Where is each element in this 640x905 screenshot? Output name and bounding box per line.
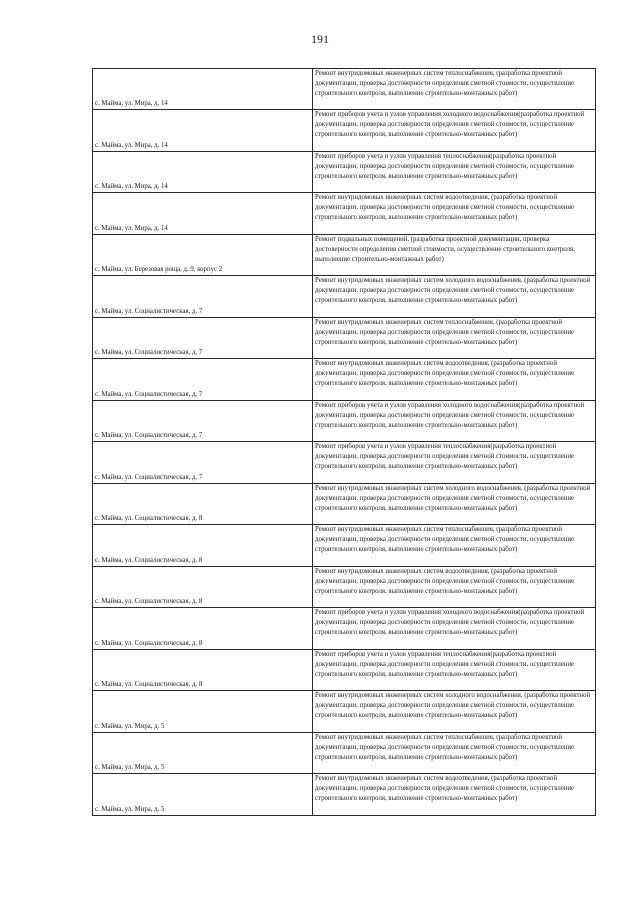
work-description-cell: Ремонт внутридомовых инженерных систем холодного водоснабжения, (разработка проектной документации, проверка достоверности определения сметной стоимости, осуществление строительного контроля, выполнение строительно-монтажных работ) bbox=[313, 276, 596, 318]
work-description-cell: Ремонт внутридомовых инженерных систем холодного водоснабжения, (разработка проектной документации, проверка достоверности определения сметной стоимости, осуществление строительного контроля, выполнение строительно-монтажных работ) bbox=[313, 484, 596, 525]
work-description-cell: Ремонт приборов учета и узлов управления теплоснабжения(разработка проектной документации, проверка достоверности определения сметной стоимости, осуществление строительного контроля, выполнение строительно-монтажных работ) bbox=[313, 442, 596, 484]
address-cell: с. Майма, ул. Мира, д. 14 bbox=[93, 152, 313, 193]
work-description-cell: Ремонт внутридомовых инженерных систем водоотведения, (разработка проектной документации, проверка достоверности определения сметной стоимости, осуществление строительного контроля, выполнение строительно-монтажных работ) bbox=[313, 359, 596, 401]
address-cell: с. Майма, ул. Мира, д. 14 bbox=[93, 110, 313, 152]
table-row bbox=[93, 525, 596, 567]
table-row bbox=[93, 484, 596, 525]
table-row bbox=[93, 235, 596, 276]
address-cell: с. Майма, ул. Социалистическая, д. 7 bbox=[93, 442, 313, 484]
table-row bbox=[93, 318, 596, 359]
address-cell: с. Майма, ул. Социалистическая, д. 8 bbox=[93, 650, 313, 691]
table-row bbox=[93, 442, 596, 484]
repair-works-table bbox=[92, 68, 596, 816]
table-row bbox=[93, 276, 596, 318]
address-cell: с. Майма, ул. Социалистическая, д. 7 bbox=[93, 276, 313, 318]
address-cell: с. Майма, ул. Социалистическая, д. 8 bbox=[93, 608, 313, 650]
table-row bbox=[93, 650, 596, 691]
address-cell: с. Майма, ул. Мира, д. 5 bbox=[93, 733, 313, 774]
work-description-cell: Ремонт внутридомовых инженерных систем водоотведения, (разработка проектной документации, проверка достоверности определения сметной стоимости, осуществление строительного контроля, выполнение строительно-монтажных работ) bbox=[313, 774, 596, 816]
work-description-cell: Ремонт внутридомовых инженерных систем водоотведения, (разработка проектной документации, проверка достоверности определения сметной стоимости, осуществление строительного контроля, выполнение строительно-монтажных работ) bbox=[313, 193, 596, 235]
table-row bbox=[93, 359, 596, 401]
table-row bbox=[93, 567, 596, 608]
address-cell: с. Майма, ул. Социалистическая, д. 8 bbox=[93, 484, 313, 525]
work-description-cell: Ремонт приборов учета и узлов управления холодного водоснабжения(разработка проектной документации, проверка достоверности определения сметной стоимости, осуществление строительного контроля, выполнение строительно-монтажных работ) bbox=[313, 608, 596, 650]
address-cell: с. Майма, ул. Социалистическая, д. 7 bbox=[93, 401, 313, 442]
table-row bbox=[93, 152, 596, 193]
table-row bbox=[93, 110, 596, 152]
address-cell: с. Майма, ул. Мира, д. 14 bbox=[93, 193, 313, 235]
work-description-cell: Ремонт внутридомовых инженерных систем теплоснабжения, (разработка проектной документации, проверка достоверности определения сметной стоимости, осуществление строительного контроля, выполнение строительно-монтажных работ) bbox=[313, 525, 596, 567]
address-cell: с. Майма, ул. Социалистическая, д. 8 bbox=[93, 567, 313, 608]
work-description-cell: Ремонт приборов учета и узлов управления теплоснабжения(разработка проектной документации, проверка достоверности определения сметной стоимости, осуществление строительного контроля, выполнение строительно-монтажных работ) bbox=[313, 152, 596, 193]
address-cell: с. Майма, ул. Березовая роща, д. 9, корпус 2 bbox=[93, 235, 313, 276]
address-cell: с. Майма, ул. Мира, д. 5 bbox=[93, 774, 313, 816]
table-row bbox=[93, 691, 596, 733]
work-description-cell: Ремонт приборов учета и узлов управления холодного водоснабжения(разработка проектной документации, проверка достоверности определения сметной стоимости, осуществление строительного контроля, выполнение строительно-монтажных работ) bbox=[313, 110, 596, 152]
page-number: 191 bbox=[311, 32, 329, 46]
work-description-cell: Ремонт приборов учета и узлов управления теплоснабжения(разработка проектной документации, проверка достоверности определения сметной стоимости, осуществление строительного контроля, выполнение строительно-монтажных работ) bbox=[313, 650, 596, 691]
table-row bbox=[93, 774, 596, 816]
table-row bbox=[93, 608, 596, 650]
work-description-cell: Ремонт подвальных помещений, (разработка проектной документации, проверка достоверности определения сметной стоимости, осуществление строительного контроля, выполнение строительно-монтажных работ) bbox=[313, 235, 596, 276]
work-description-cell: Ремонт внутридомовых инженерных систем холодного водоснабжения, (разработка проектной документации, проверка достоверности определения сметной стоимости, осуществление строительного контроля, выполнение строительно-монтажных работ) bbox=[313, 691, 596, 733]
address-cell: с. Майма, ул. Мира, д. 14 bbox=[93, 69, 313, 110]
address-cell: с. Майма, ул. Социалистическая, д. 7 bbox=[93, 318, 313, 359]
work-description-cell: Ремонт приборов учета и узлов управления холодного водоснабжения(разработка проектной документации, проверка достоверности определения сметной стоимости, осуществление строительного контроля, выполнение строительно-монтажных работ) bbox=[313, 401, 596, 442]
address-cell: с. Майма, ул. Мира, д. 5 bbox=[93, 691, 313, 733]
address-cell: с. Майма, ул. Социалистическая, д. 8 bbox=[93, 525, 313, 567]
table-row bbox=[93, 69, 596, 110]
table-row bbox=[93, 401, 596, 442]
work-description-cell: Ремонт внутридомовых инженерных систем теплоснабжения, (разработка проектной документации, проверка достоверности определения сметной стоимости, осуществление строительного контроля, выполнение строительно-монтажных работ) bbox=[313, 733, 596, 774]
address-cell: с. Майма, ул. Социалистическая, д. 7 bbox=[93, 359, 313, 401]
work-description-cell: Ремонт внутридомовых инженерных систем водоотведения, (разработка проектной документации, проверка достоверности определения сметной стоимости, осуществление строительного контроля, выполнение строительно-монтажных работ) bbox=[313, 567, 596, 608]
work-description-cell: Ремонт внутридомовых инженерных систем теплоснабжения, (разработка проектной документации, проверка достоверности определения сметной стоимости, осуществление строительного контроля, выполнение строительно-монтажных работ) bbox=[313, 69, 596, 110]
table-row bbox=[93, 193, 596, 235]
table-row bbox=[93, 733, 596, 774]
work-description-cell: Ремонт внутридомовых инженерных систем теплоснабжения, (разработка проектной документации, проверка достоверности определения сметной стоимости, осуществление строительного контроля, выполнение строительно-монтажных работ) bbox=[313, 318, 596, 359]
